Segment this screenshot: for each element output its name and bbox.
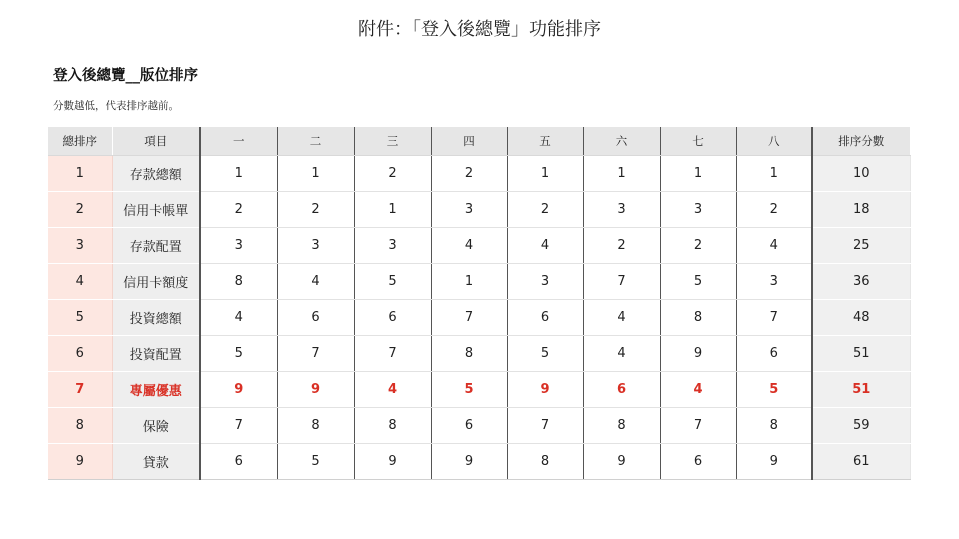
table-row [48, 372, 910, 408]
header-col-6: 六 [583, 127, 660, 156]
cell-value-1: 9 [200, 372, 277, 408]
cell-value-1: 1 [200, 156, 277, 192]
cell-rank: 1 [48, 156, 112, 192]
cell-score: 51 [812, 372, 910, 408]
table-row [48, 156, 910, 192]
cell-value-2: 2 [277, 192, 354, 228]
cell-score: 25 [812, 228, 910, 264]
cell-value-2: 1 [277, 156, 354, 192]
ranking-table [48, 127, 911, 480]
cell-value-6: 2 [583, 228, 660, 264]
table-row [48, 264, 910, 300]
header-rank: 總排序 [48, 127, 112, 156]
cell-value-2: 9 [277, 372, 354, 408]
cell-value-2: 7 [277, 336, 354, 372]
cell-score: 18 [812, 192, 910, 228]
ranking-note: 分數越低，代表排序越前。 [53, 100, 179, 112]
cell-rank: 3 [48, 228, 112, 264]
cell-item: 信用卡額度 [112, 264, 200, 300]
cell-value-4: 2 [431, 156, 507, 192]
cell-value-1: 3 [200, 228, 277, 264]
cell-score: 36 [812, 264, 910, 300]
cell-value-7: 5 [660, 264, 736, 300]
cell-value-5: 6 [507, 300, 583, 336]
section-title: 登入後總覽__版位排序 [53, 68, 198, 84]
page-title: 附件：「登入後總覽」功能排序 [358, 19, 601, 40]
cell-value-5: 2 [507, 192, 583, 228]
cell-value-5: 4 [507, 228, 583, 264]
header-col-1: 一 [200, 127, 277, 156]
cell-rank: 6 [48, 336, 112, 372]
cell-value-1: 7 [200, 408, 277, 444]
cell-score: 61 [812, 444, 910, 480]
cell-value-5: 8 [507, 444, 583, 480]
cell-rank: 8 [48, 408, 112, 444]
cell-value-1: 2 [200, 192, 277, 228]
cell-value-8: 6 [736, 336, 812, 372]
table-header-row [48, 127, 910, 156]
header-item: 項目 [112, 127, 200, 156]
cell-value-8: 8 [736, 408, 812, 444]
cell-value-6: 6 [583, 372, 660, 408]
table-row [48, 192, 910, 228]
cell-value-1: 6 [200, 444, 277, 480]
table-row [48, 444, 910, 480]
cell-value-1: 8 [200, 264, 277, 300]
cell-value-2: 8 [277, 408, 354, 444]
table-row [48, 300, 910, 336]
cell-value-2: 6 [277, 300, 354, 336]
cell-item: 保險 [112, 408, 200, 444]
cell-item: 存款總額 [112, 156, 200, 192]
cell-value-6: 8 [583, 408, 660, 444]
cell-score: 51 [812, 336, 910, 372]
cell-value-1: 5 [200, 336, 277, 372]
cell-value-3: 4 [354, 372, 431, 408]
cell-rank: 7 [48, 372, 112, 408]
cell-value-7: 8 [660, 300, 736, 336]
cell-value-4: 7 [431, 300, 507, 336]
cell-value-6: 3 [583, 192, 660, 228]
cell-value-3: 8 [354, 408, 431, 444]
cell-value-7: 2 [660, 228, 736, 264]
header-col-4: 四 [431, 127, 507, 156]
cell-rank: 4 [48, 264, 112, 300]
cell-value-3: 3 [354, 228, 431, 264]
cell-value-2: 4 [277, 264, 354, 300]
cell-rank: 5 [48, 300, 112, 336]
cell-item: 專屬優惠 [112, 372, 200, 408]
cell-value-7: 1 [660, 156, 736, 192]
cell-score: 48 [812, 300, 910, 336]
cell-value-1: 4 [200, 300, 277, 336]
cell-value-4: 5 [431, 372, 507, 408]
cell-value-8: 2 [736, 192, 812, 228]
cell-value-4: 3 [431, 192, 507, 228]
cell-value-4: 6 [431, 408, 507, 444]
cell-value-8: 1 [736, 156, 812, 192]
header-score: 排序分數 [812, 127, 910, 156]
cell-value-7: 3 [660, 192, 736, 228]
cell-item: 投資配置 [112, 336, 200, 372]
header-col-3: 三 [354, 127, 431, 156]
cell-item: 存款配置 [112, 228, 200, 264]
header-col-8: 八 [736, 127, 812, 156]
cell-value-8: 7 [736, 300, 812, 336]
cell-value-5: 7 [507, 408, 583, 444]
cell-value-3: 7 [354, 336, 431, 372]
cell-value-5: 3 [507, 264, 583, 300]
table-row [48, 408, 910, 444]
cell-value-8: 5 [736, 372, 812, 408]
cell-value-3: 9 [354, 444, 431, 480]
cell-value-4: 8 [431, 336, 507, 372]
cell-value-6: 7 [583, 264, 660, 300]
cell-value-6: 1 [583, 156, 660, 192]
cell-value-2: 3 [277, 228, 354, 264]
cell-value-4: 9 [431, 444, 507, 480]
cell-value-3: 1 [354, 192, 431, 228]
cell-item: 貸款 [112, 444, 200, 480]
cell-value-3: 5 [354, 264, 431, 300]
cell-value-7: 9 [660, 336, 736, 372]
table-body [48, 156, 910, 480]
cell-value-6: 4 [583, 300, 660, 336]
table-row [48, 228, 910, 264]
cell-value-7: 4 [660, 372, 736, 408]
cell-value-4: 4 [431, 228, 507, 264]
cell-value-8: 3 [736, 264, 812, 300]
cell-rank: 2 [48, 192, 112, 228]
header-col-2: 二 [277, 127, 354, 156]
cell-value-6: 4 [583, 336, 660, 372]
cell-value-8: 4 [736, 228, 812, 264]
table-row [48, 336, 910, 372]
cell-value-8: 9 [736, 444, 812, 480]
cell-value-3: 6 [354, 300, 431, 336]
header-col-7: 七 [660, 127, 736, 156]
cell-value-7: 6 [660, 444, 736, 480]
cell-item: 投資總額 [112, 300, 200, 336]
cell-value-6: 9 [583, 444, 660, 480]
header-col-5: 五 [507, 127, 583, 156]
cell-score: 10 [812, 156, 910, 192]
cell-value-4: 1 [431, 264, 507, 300]
cell-value-5: 1 [507, 156, 583, 192]
cell-item: 信用卡帳單 [112, 192, 200, 228]
cell-rank: 9 [48, 444, 112, 480]
cell-value-5: 5 [507, 336, 583, 372]
cell-value-3: 2 [354, 156, 431, 192]
cell-value-7: 7 [660, 408, 736, 444]
cell-score: 59 [812, 408, 910, 444]
cell-value-2: 5 [277, 444, 354, 480]
cell-value-5: 9 [507, 372, 583, 408]
